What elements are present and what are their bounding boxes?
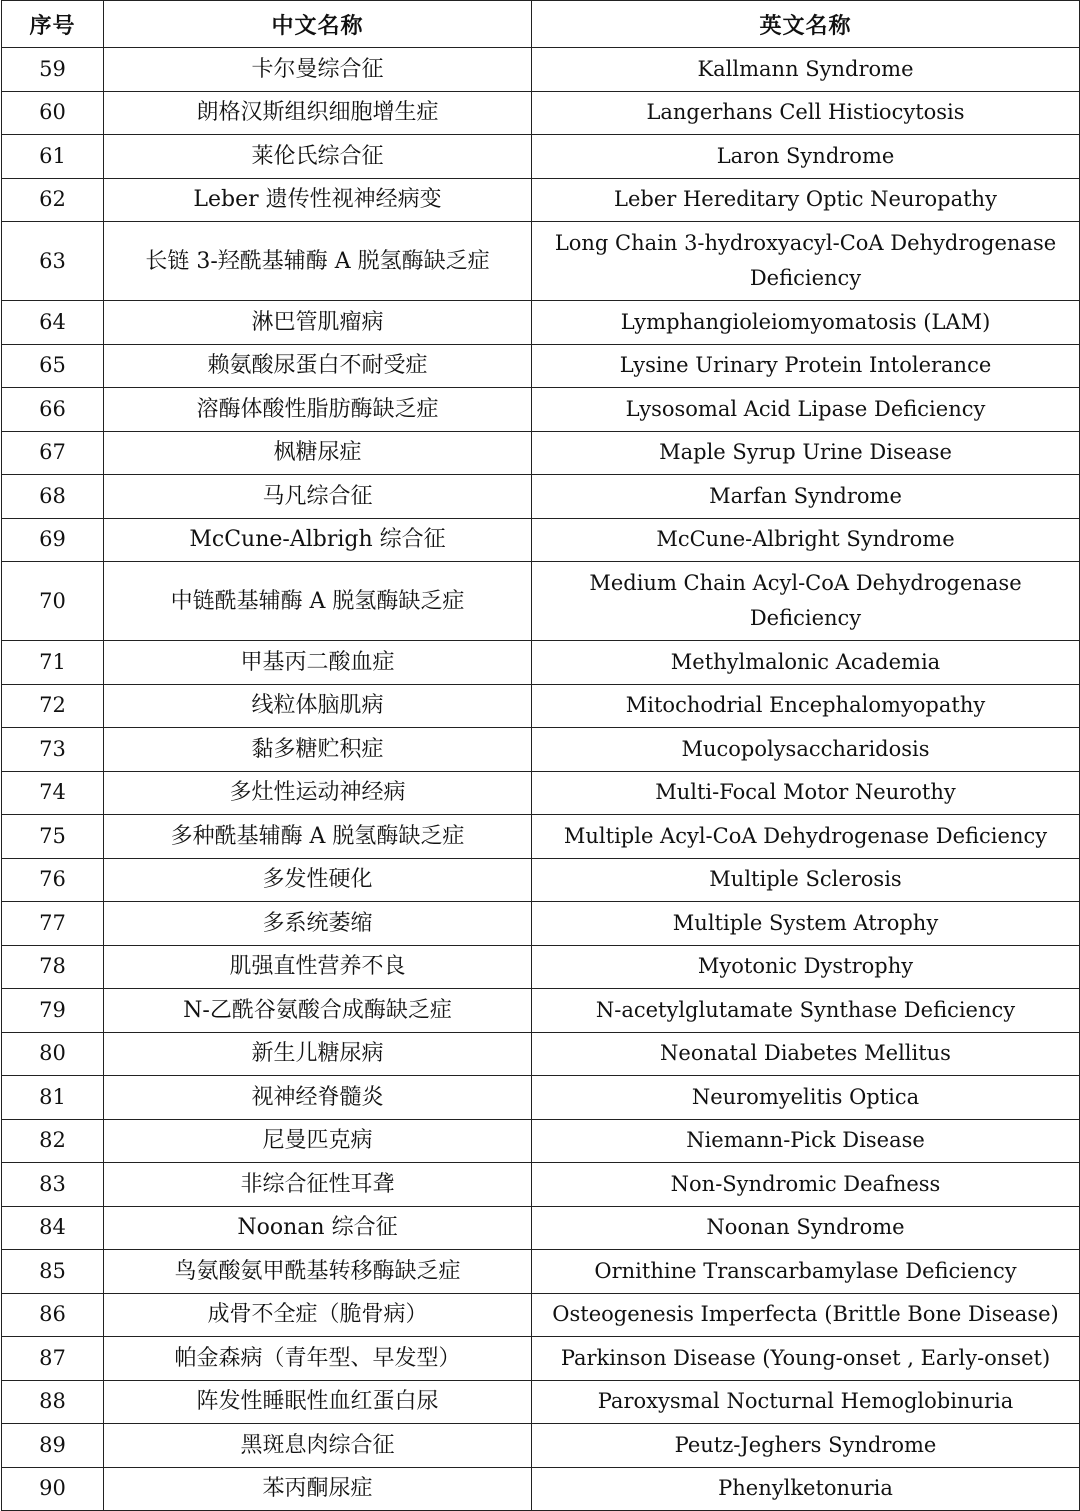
cell-serial-number: 82 xyxy=(2,1119,104,1163)
table-row xyxy=(2,135,1080,179)
cell-english-name: Niemann-Pick Disease xyxy=(532,1119,1080,1163)
cell-english-name: Noonan Syndrome xyxy=(532,1206,1080,1250)
cell-serial-number: 85 xyxy=(2,1250,104,1294)
cell-english-name: Marfan Syndrome xyxy=(532,475,1080,519)
cell-chinese-name: 甲基丙二酸血症 xyxy=(104,641,532,685)
cell-english-name: Leber Hereditary Optic Neuropathy xyxy=(532,178,1080,222)
cell-english-name: Laron Syndrome xyxy=(532,135,1080,179)
table-row xyxy=(2,1424,1080,1468)
table-row xyxy=(2,902,1080,946)
table-row xyxy=(2,344,1080,388)
cell-chinese-name: 马凡综合征 xyxy=(104,475,532,519)
cell-chinese-name: 成骨不全症（脆骨病） xyxy=(104,1293,532,1337)
cell-english-name: Langerhans Cell Histiocytosis xyxy=(532,91,1080,135)
cell-english-name: Paroxysmal Nocturnal Hemoglobinuria xyxy=(532,1380,1080,1424)
cell-serial-number: 73 xyxy=(2,728,104,772)
cell-english-name: Multiple Acyl-CoA Dehydrogenase Deficiency xyxy=(532,815,1080,859)
disease-table xyxy=(1,0,1080,1511)
cell-serial-number: 84 xyxy=(2,1206,104,1250)
cell-chinese-name: 卡尔曼综合征 xyxy=(104,48,532,92)
cell-english-name: Multiple System Atrophy xyxy=(532,902,1080,946)
cell-english-name: Osteogenesis Imperfecta (Brittle Bone Disease) xyxy=(532,1293,1080,1337)
cell-serial-number: 69 xyxy=(2,518,104,562)
cell-chinese-name: 阵发性睡眠性血红蛋白尿 xyxy=(104,1380,532,1424)
cell-serial-number: 83 xyxy=(2,1163,104,1207)
cell-serial-number: 65 xyxy=(2,344,104,388)
table-row xyxy=(2,858,1080,902)
cell-serial-number: 80 xyxy=(2,1032,104,1076)
cell-chinese-name: 帕金森病（青年型、早发型） xyxy=(104,1337,532,1381)
cell-english-name: Maple Syrup Urine Disease xyxy=(532,431,1080,475)
cell-english-name: McCune-Albright Syndrome xyxy=(532,518,1080,562)
cell-chinese-name: 枫糖尿症 xyxy=(104,431,532,475)
cell-english-name: Lymphangioleiomyomatosis (LAM) xyxy=(532,301,1080,345)
table-row xyxy=(2,728,1080,772)
cell-serial-number: 90 xyxy=(2,1467,104,1511)
cell-serial-number: 66 xyxy=(2,388,104,432)
table-row xyxy=(2,1163,1080,1207)
cell-chinese-name: 中链酰基辅酶 A 脱氢酶缺乏症 xyxy=(104,562,532,641)
cell-chinese-name: 黏多糖贮积症 xyxy=(104,728,532,772)
cell-english-name: Multi-Focal Motor Neurothy xyxy=(532,771,1080,815)
cell-english-name: N-acetylglutamate Synthase Deficiency xyxy=(532,989,1080,1033)
table-row xyxy=(2,301,1080,345)
cell-chinese-name: Noonan 综合征 xyxy=(104,1206,532,1250)
cell-chinese-name: 新生儿糖尿病 xyxy=(104,1032,532,1076)
cell-chinese-name: 苯丙酮尿症 xyxy=(104,1467,532,1511)
table-row xyxy=(2,1119,1080,1163)
table-body xyxy=(2,48,1080,1511)
table-row xyxy=(2,1206,1080,1250)
table-row xyxy=(2,1293,1080,1337)
cell-english-name: Mitochodrial Encephalomyopathy xyxy=(532,684,1080,728)
table-row xyxy=(2,771,1080,815)
table-row xyxy=(2,945,1080,989)
cell-chinese-name: 赖氨酸尿蛋白不耐受症 xyxy=(104,344,532,388)
table-row xyxy=(2,222,1080,301)
cell-chinese-name: 尼曼匹克病 xyxy=(104,1119,532,1163)
cell-chinese-name: 非综合征性耳聋 xyxy=(104,1163,532,1207)
table-row xyxy=(2,388,1080,432)
cell-chinese-name: 肌强直性营养不良 xyxy=(104,945,532,989)
cell-english-name: Neuromyelitis Optica xyxy=(532,1076,1080,1120)
cell-serial-number: 76 xyxy=(2,858,104,902)
cell-serial-number: 71 xyxy=(2,641,104,685)
cell-chinese-name: Leber 遗传性视神经病变 xyxy=(104,178,532,222)
cell-serial-number: 62 xyxy=(2,178,104,222)
table-row xyxy=(2,431,1080,475)
cell-english-name: Neonatal Diabetes Mellitus xyxy=(532,1032,1080,1076)
cell-english-name: Phenylketonuria xyxy=(532,1467,1080,1511)
cell-english-name: Ornithine Transcarbamylase Deficiency xyxy=(532,1250,1080,1294)
header-english-name: 英文名称 xyxy=(532,1,1080,48)
header-serial-number: 序号 xyxy=(2,1,104,48)
cell-english-name: Lysine Urinary Protein Intolerance xyxy=(532,344,1080,388)
cell-chinese-name: 鸟氨酸氨甲酰基转移酶缺乏症 xyxy=(104,1250,532,1294)
table-row xyxy=(2,475,1080,519)
cell-serial-number: 75 xyxy=(2,815,104,859)
cell-serial-number: 60 xyxy=(2,91,104,135)
table-row xyxy=(2,1337,1080,1381)
cell-english-name: Medium Chain Acyl-CoA Dehydrogenase Deficiency xyxy=(532,562,1080,641)
table-row xyxy=(2,989,1080,1033)
cell-english-name: Non-Syndromic Deafness xyxy=(532,1163,1080,1207)
table-row xyxy=(2,1380,1080,1424)
cell-english-name: Mucopolysaccharidosis xyxy=(532,728,1080,772)
cell-serial-number: 74 xyxy=(2,771,104,815)
cell-serial-number: 67 xyxy=(2,431,104,475)
header-row xyxy=(2,1,1080,48)
cell-serial-number: 79 xyxy=(2,989,104,1033)
cell-serial-number: 59 xyxy=(2,48,104,92)
table-row xyxy=(2,684,1080,728)
cell-serial-number: 64 xyxy=(2,301,104,345)
cell-chinese-name: 视神经脊髓炎 xyxy=(104,1076,532,1120)
cell-serial-number: 88 xyxy=(2,1380,104,1424)
cell-serial-number: 72 xyxy=(2,684,104,728)
cell-serial-number: 78 xyxy=(2,945,104,989)
cell-english-name: Parkinson Disease (Young-onset , Early-onset) xyxy=(532,1337,1080,1381)
cell-chinese-name: 黑斑息肉综合征 xyxy=(104,1424,532,1468)
cell-english-name: Methylmalonic Academia xyxy=(532,641,1080,685)
cell-serial-number: 70 xyxy=(2,562,104,641)
table-row xyxy=(2,48,1080,92)
table-row xyxy=(2,641,1080,685)
cell-serial-number: 63 xyxy=(2,222,104,301)
cell-english-name: Myotonic Dystrophy xyxy=(532,945,1080,989)
cell-chinese-name: 莱伦氏综合征 xyxy=(104,135,532,179)
cell-english-name: Long Chain 3-hydroxyacyl-CoA Dehydrogenase Deficiency xyxy=(532,222,1080,301)
table-row xyxy=(2,91,1080,135)
table-header xyxy=(2,1,1080,48)
cell-serial-number: 68 xyxy=(2,475,104,519)
cell-chinese-name: 长链 3-羟酰基辅酶 A 脱氢酶缺乏症 xyxy=(104,222,532,301)
cell-english-name: Peutz-Jeghers Syndrome xyxy=(532,1424,1080,1468)
cell-chinese-name: 线粒体脑肌病 xyxy=(104,684,532,728)
table-row xyxy=(2,1076,1080,1120)
cell-chinese-name: 多发性硬化 xyxy=(104,858,532,902)
header-chinese-name: 中文名称 xyxy=(104,1,532,48)
cell-serial-number: 86 xyxy=(2,1293,104,1337)
cell-chinese-name: 朗格汉斯组织细胞增生症 xyxy=(104,91,532,135)
cell-chinese-name: 多灶性运动神经病 xyxy=(104,771,532,815)
cell-chinese-name: 多种酰基辅酶 A 脱氢酶缺乏症 xyxy=(104,815,532,859)
cell-serial-number: 87 xyxy=(2,1337,104,1381)
cell-english-name: Kallmann Syndrome xyxy=(532,48,1080,92)
cell-serial-number: 81 xyxy=(2,1076,104,1120)
table-row xyxy=(2,178,1080,222)
table-row xyxy=(2,1032,1080,1076)
cell-serial-number: 89 xyxy=(2,1424,104,1468)
table-row xyxy=(2,815,1080,859)
table-row xyxy=(2,562,1080,641)
cell-chinese-name: McCune-Albrigh 综合征 xyxy=(104,518,532,562)
table-row xyxy=(2,1250,1080,1294)
cell-serial-number: 61 xyxy=(2,135,104,179)
cell-english-name: Lysosomal Acid Lipase Deficiency xyxy=(532,388,1080,432)
cell-serial-number: 77 xyxy=(2,902,104,946)
table-row xyxy=(2,518,1080,562)
cell-chinese-name: 溶酶体酸性脂肪酶缺乏症 xyxy=(104,388,532,432)
cell-english-name: Multiple Sclerosis xyxy=(532,858,1080,902)
cell-chinese-name: 淋巴管肌瘤病 xyxy=(104,301,532,345)
cell-chinese-name: 多系统萎缩 xyxy=(104,902,532,946)
cell-chinese-name: N-乙酰谷氨酸合成酶缺乏症 xyxy=(104,989,532,1033)
